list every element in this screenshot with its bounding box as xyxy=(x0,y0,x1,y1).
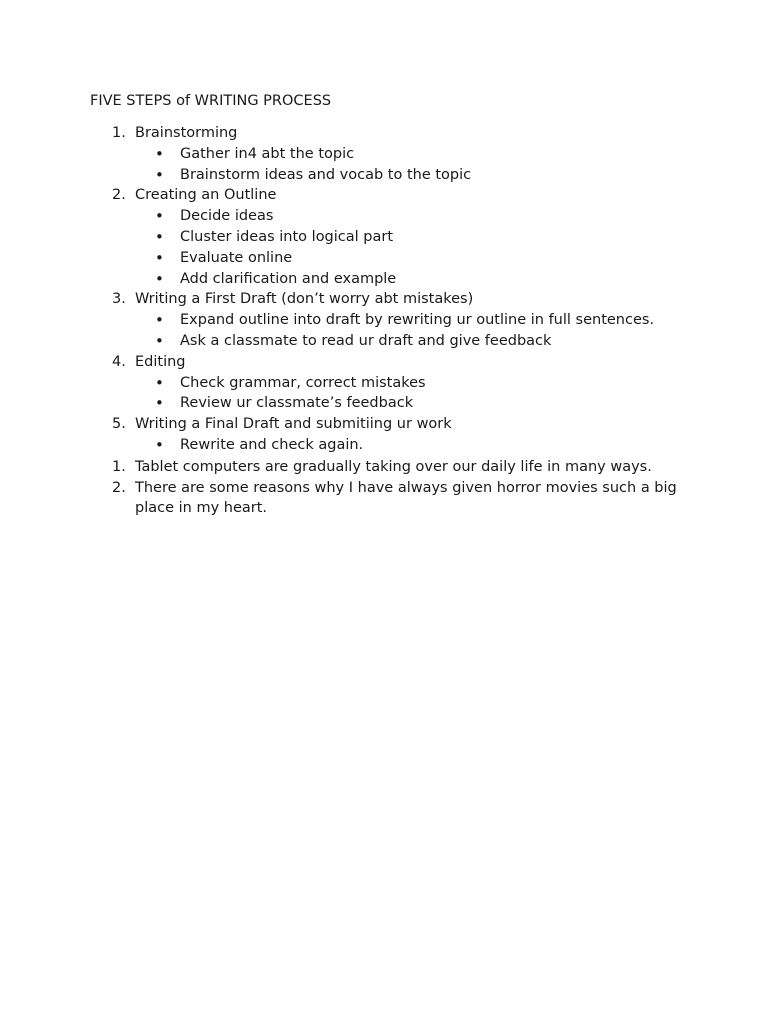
bullet-text: Rewrite and check again. xyxy=(180,436,364,453)
bullet-text: Brainstorm ideas and vocab to the topic xyxy=(180,166,472,183)
step-label: Writing a Final Draft and submitiing ur work xyxy=(135,416,452,433)
bullet-text: Review ur classmate’s feedback xyxy=(180,395,414,412)
bullet-text: Check grammar, correct mistakes xyxy=(180,374,426,391)
step-item xyxy=(90,289,690,351)
bullet-icon: • xyxy=(155,435,164,454)
bullet-item xyxy=(135,165,690,186)
bullet-item xyxy=(135,435,690,456)
bullet-icon: • xyxy=(155,165,164,184)
bullet-text: Expand outline into draft by rewriting ur outline in full sentences. xyxy=(180,312,655,329)
step-bullets xyxy=(135,435,690,456)
bullet-icon: • xyxy=(155,394,164,413)
sentence-item xyxy=(90,457,690,478)
bullet-text: Cluster ideas into logical part xyxy=(180,228,394,245)
step-label: Creating an Outline xyxy=(135,187,277,204)
bullet-item xyxy=(135,269,690,290)
bullet-item xyxy=(135,393,690,414)
step-bullets xyxy=(135,373,690,415)
document-title: FIVE STEPS of WRITING PROCESS xyxy=(90,93,332,109)
bullet-icon: • xyxy=(155,207,164,226)
bullet-item xyxy=(135,227,690,248)
sentence-item xyxy=(90,478,690,520)
sentence-text: Tablet computers are gradually taking over our daily life in many ways. xyxy=(135,458,652,475)
bullet-text: Decide ideas xyxy=(180,208,274,225)
step-label: Writing a First Draft (don’t worry abt mistakes) xyxy=(135,291,474,308)
step-item xyxy=(90,123,690,185)
bullet-icon: • xyxy=(155,269,164,288)
bullet-item xyxy=(135,248,690,269)
step-bullets xyxy=(135,206,690,289)
sentence-number: 2. xyxy=(112,479,126,496)
step-number: 1. xyxy=(112,125,126,141)
step-bullets xyxy=(135,144,690,186)
step-number: 2. xyxy=(112,187,126,204)
bullet-icon: • xyxy=(155,144,164,163)
sentence-number: 1. xyxy=(112,458,126,475)
sentence-text: There are some reasons why I have always given horror movies such a big place in my heart. xyxy=(135,479,677,517)
bullet-text: Gather in4 abt the topic xyxy=(180,145,355,162)
bullet-item xyxy=(135,373,690,394)
document-page xyxy=(90,91,690,519)
writing-steps-list xyxy=(90,123,690,456)
bullet-icon: • xyxy=(155,311,164,330)
step-label: Editing xyxy=(135,353,186,370)
bullet-item xyxy=(135,331,690,352)
bullet-icon: • xyxy=(155,373,164,392)
step-bullets xyxy=(135,310,690,352)
bullet-text: Add clarification and example xyxy=(180,270,397,287)
bullet-item xyxy=(135,310,690,331)
bullet-item xyxy=(135,206,690,227)
step-label: Brainstorming xyxy=(135,125,238,141)
step-number: 4. xyxy=(112,353,126,370)
sentences-list xyxy=(90,457,690,519)
bullet-text: Ask a classmate to read ur draft and give feedback xyxy=(180,332,552,349)
bullet-icon: • xyxy=(155,331,164,350)
step-number: 3. xyxy=(112,291,126,308)
bullet-item xyxy=(135,144,690,165)
step-number: 5. xyxy=(112,416,126,433)
bullet-icon: • xyxy=(155,248,164,267)
step-item xyxy=(90,352,690,414)
step-item xyxy=(90,414,690,456)
bullet-text: Evaluate online xyxy=(180,249,293,266)
step-item xyxy=(90,185,690,289)
bullet-icon: • xyxy=(155,227,164,246)
